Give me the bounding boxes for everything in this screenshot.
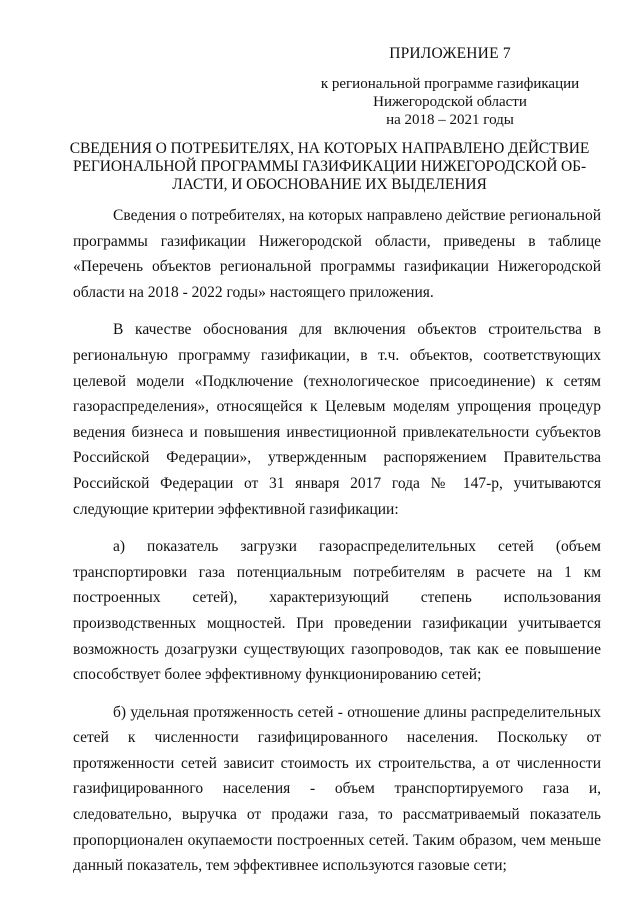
heading-line-1: СВЕДЕНИЯ О ПОТРЕБИТЕЛЯХ, НА КОТОРЫХ НАПРАВЛЕНО ДЕЙСТВИЕ <box>69 140 590 157</box>
body-text <box>73 203 601 891</box>
paragraph-justification: В качестве обоснования для включения объектов строительства в региональную программу газификации, в т.ч. объектов, соответствующих целевой модели «Подключение (технологическое присоединение) к сетям газораспределения», относящейся к Целевым моделям упрощения процедур ведения бизнеса и повышения инвестиционной привлекательности субъектов Российской Федерации», утвержденным распоряжением Правительства Российской Федерации от 31 января 2017 года № 147-р, учитываются следующие критерии эффективной газификации: <box>73 321 601 518</box>
appendix-line-1: к региональной программе газификации <box>320 76 580 92</box>
appendix-title: ПРИЛОЖЕНИЕ 7 <box>389 45 511 62</box>
appendix-line-2: Нижегородской области <box>373 94 527 110</box>
paragraph-criterion-a: а) показатель загрузки газораспределительных сетей (объем транспортировки газа потенциальным потребителям в расчете на 1 км построенных сетей), характеризующий степень использования производственных мощностей. При проведении газификации учитывается возможность дозагрузки существующих газопроводов, так как ее повышение способствует более эффективному функционированию сетей; <box>73 538 601 684</box>
heading-line-2: РЕГИОНАЛЬНОЙ ПРОГРАММЫ ГАЗИФИКАЦИИ НИЖЕГОРОДСКОЙ ОБ- <box>72 158 587 175</box>
appendix-line-3: на 2018 – 2021 годы <box>386 112 514 128</box>
paragraph-criterion-b: б) удельная протяженность сетей - отношение длины распределительных сетей к численности газифицированного населения. Поскольку от протяженности сетей зависит стоимость их строительства, а от численности газифицированного населения - объем транспортируемого газа и, следовательно, выручка от продажи газа, то рассматриваемый показатель пропорционален окупаемости построенных сетей. Таким образом, чем меньше данный показатель, тем эффективнее используются газовые сети; <box>73 703 601 875</box>
section-heading <box>62 140 597 194</box>
heading-line-3: ЛАСТИ, И ОБОСНОВАНИЕ ИХ ВЫДЕЛЕНИЯ <box>172 176 487 193</box>
appendix-header <box>300 45 600 129</box>
paragraph-intro: Сведения о потребителях, на которых направлено действие региональной программы газификации Нижегородской области, приведены в таблице «Перечень объектов региональной программы газификации Нижегородской области на 2018 - 2022 годы» настоящего приложения. <box>73 207 601 301</box>
